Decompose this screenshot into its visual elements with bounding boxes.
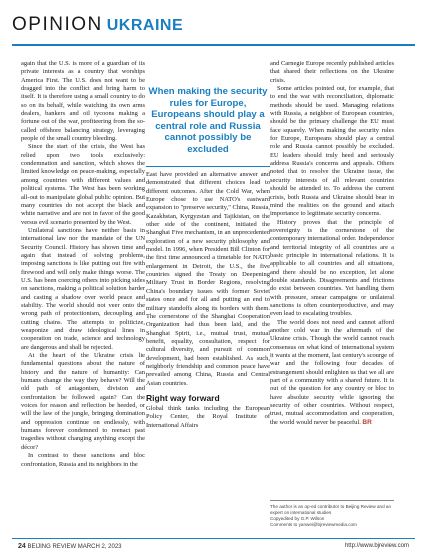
paragraph: In contrast to these sanctions and bloc confrontation, Russia and its neighbors in the <box>21 452 145 468</box>
pull-quote-text: When making the security rules for Europe, Europeans should play a central role and Russia cannot possibly be excluded <box>148 86 268 155</box>
pull-quote <box>146 86 270 163</box>
section-label-ukraine: UKRAINE <box>106 17 184 34</box>
section-label-opinion: OPINION <box>12 14 103 35</box>
end-mark: BR <box>362 418 372 426</box>
page-number: 24 <box>18 543 26 550</box>
paragraph: Some articles pointed out, for example, that to end the war with reconciliation, diplomatic methods should be used. Managing relations with Russia, a neighbor of European countries, should be the primary challenge the EU must face squarely. When making the security rules for Europe, Europeans should play a central role and Russia cannot possibly be excluded. EU leaders should truly heed and seriously address Russia's concerns and appeals. Others noted that to resolve the Ukraine issue, the security interests of all relevant countries should be attended to. To address the current crisis, both Russia and Ukraine should bear in mind the realities on the ground and attach importance to legitimate security concerns. <box>270 85 394 218</box>
article-column-1 <box>21 60 145 469</box>
paragraph: History proves that the principle of sovereignty is the cornerstone of the contemporary international order. Independence and territorial integrity of all countries are a basic principle in international relations. It is applicable to all countries and all situations, and there should be no exception, let alone double standards. Disagreements and frictions do exist between countries. Yet handling them with pressure, smear campaigns or unilateral sanctions is often counterproductive, and may even lead to escalating troubles. <box>270 218 394 318</box>
paragraph: and Carnegie Europe recently published articles that shared their reflections on the Ukraine crisis. <box>270 60 394 84</box>
copyedit-note: Copyedited by G.P. Wilson <box>270 516 325 521</box>
paragraph: Global think tanks including the European Policy Center, the Royal Institute of International Affairs <box>146 404 270 429</box>
page-header <box>12 6 415 46</box>
author-note: The author is an op-ed contributor to Beijing Review and an expert on international studies <box>270 504 392 515</box>
paragraph: Unilateral sanctions have neither basis in international law nor the mandate of the UN Security Council. History has shown time and again that instead of solving problems, imposing sanctions is like putting out fire with firewood and will only make things worse. The U.S. has been coercing others into picking sides on sanctions, making a political solution harder and casting a shadow over world peace and stability. The world should not veer onto the wrong path of protectionism, decoupling and cutting chains. The attempts to politicize, weaponize and draw ideological lines in cooperation on trade, science and technology are dangerous and shall be rejected. <box>21 226 145 351</box>
footnote-rule <box>270 500 394 501</box>
publication-url: http://www.bjreview.com <box>344 543 409 549</box>
paragraph-text: The world does not need and cannot afford another cold war in the aftermath of the Ukraine crisis. Though the world cannot reach consensus on what kind of international system it wants at the moment, last century's scourge of war and the following four decades of estrangement should enlighten us that we all are part of a community with a shared future. It is out of the question for any country or bloc to have absolute security while ignoring the security of other countries. Without respect, trust, mutual accommodation and cooperation, the world would never be peaceful. <box>270 318 394 426</box>
section-title <box>12 14 183 36</box>
comments-email: Comments to yanwei@bjreviewmedia.com <box>270 522 357 527</box>
paragraph: Since the start of the crisis, the West has relied upon two tools exclusively: condemnation and sanction, which shows the limited knowledge on peace-making, especially among countries with different values and political systems. The West has been working all-out to manipulate global public opinion. But many countries do not accept the black and white narrative and are not in favor of the good versus evil scenario presented by the West. <box>21 143 145 226</box>
paragraph: again that the U.S. is more of a guardian of its private interests as a country that worships America First. The U.S. does not want to be dragged into the conflict and bring harm to itself. It is therefore using a small country to do so on its behalf, while watching its own arms dealers, bankers and oil tycoons making a fortune out of the war, profiteering from the so-called offshore balancing strategy, leveraging people of the small country bleeding. <box>21 60 145 143</box>
pull-quote-rule <box>146 166 270 167</box>
subheading: Right way forward <box>146 392 220 403</box>
footer-left <box>18 543 122 550</box>
page-footer <box>12 543 415 553</box>
paragraph: At the heart of the Ukraine crisis lie fundamental questions about the nature of history and the nature of humanity: Can humans change the way they behave? Will the old path of antagonism, division and confrontation be followed again? Can the voices for reason and reflection be heeded, or will the law of the jungle, bringing domination and oppression continue on endlessly, with humans forever condemned to reenact past tragedies without changing anything except the décor? <box>21 352 145 451</box>
footer-rule <box>12 538 415 539</box>
author-footnote <box>270 504 394 528</box>
article-column-3 <box>270 60 394 427</box>
header-rule <box>12 44 415 46</box>
article-column-2 <box>146 171 270 430</box>
paragraph: East have provided an alternative answer and demonstrated that different choices lead to different outcomes. After the Cold War, when Europe chose to use NATO's eastward expansion to "preserve security," China, Russia, Kazakhstan, Kyrgyzstan and Tajikistan, on the other side of the continent, initiated the Shanghai Five mechanism, in an unprecedented exploration of a new security philosophy and model. In 1996, when President Bill Clinton for the first time announced a timetable for NATO enlargement in Detroit, the U.S., the five countries signed the Treaty on Deepening Military Trust in Border Regions, resolving China's boundary issues with former Soviet states once and for all and putting an end to military standoffs along its borders with them. The cornerstone of the Shanghai Cooperation Organization had thus been laid, and the Shanghai Spirit, i.e., mutual trust, mutual benefit, equality, consultation, respect for cultural diversity, and pursuit of common development, had been established. As such, neighborly friendship and common peace have prevailed among China, Russia and Central Asian countries. <box>146 171 270 387</box>
paragraph <box>270 319 394 427</box>
publication-name: BEIJING REVIEW MARCH 2, 2023 <box>27 544 122 550</box>
